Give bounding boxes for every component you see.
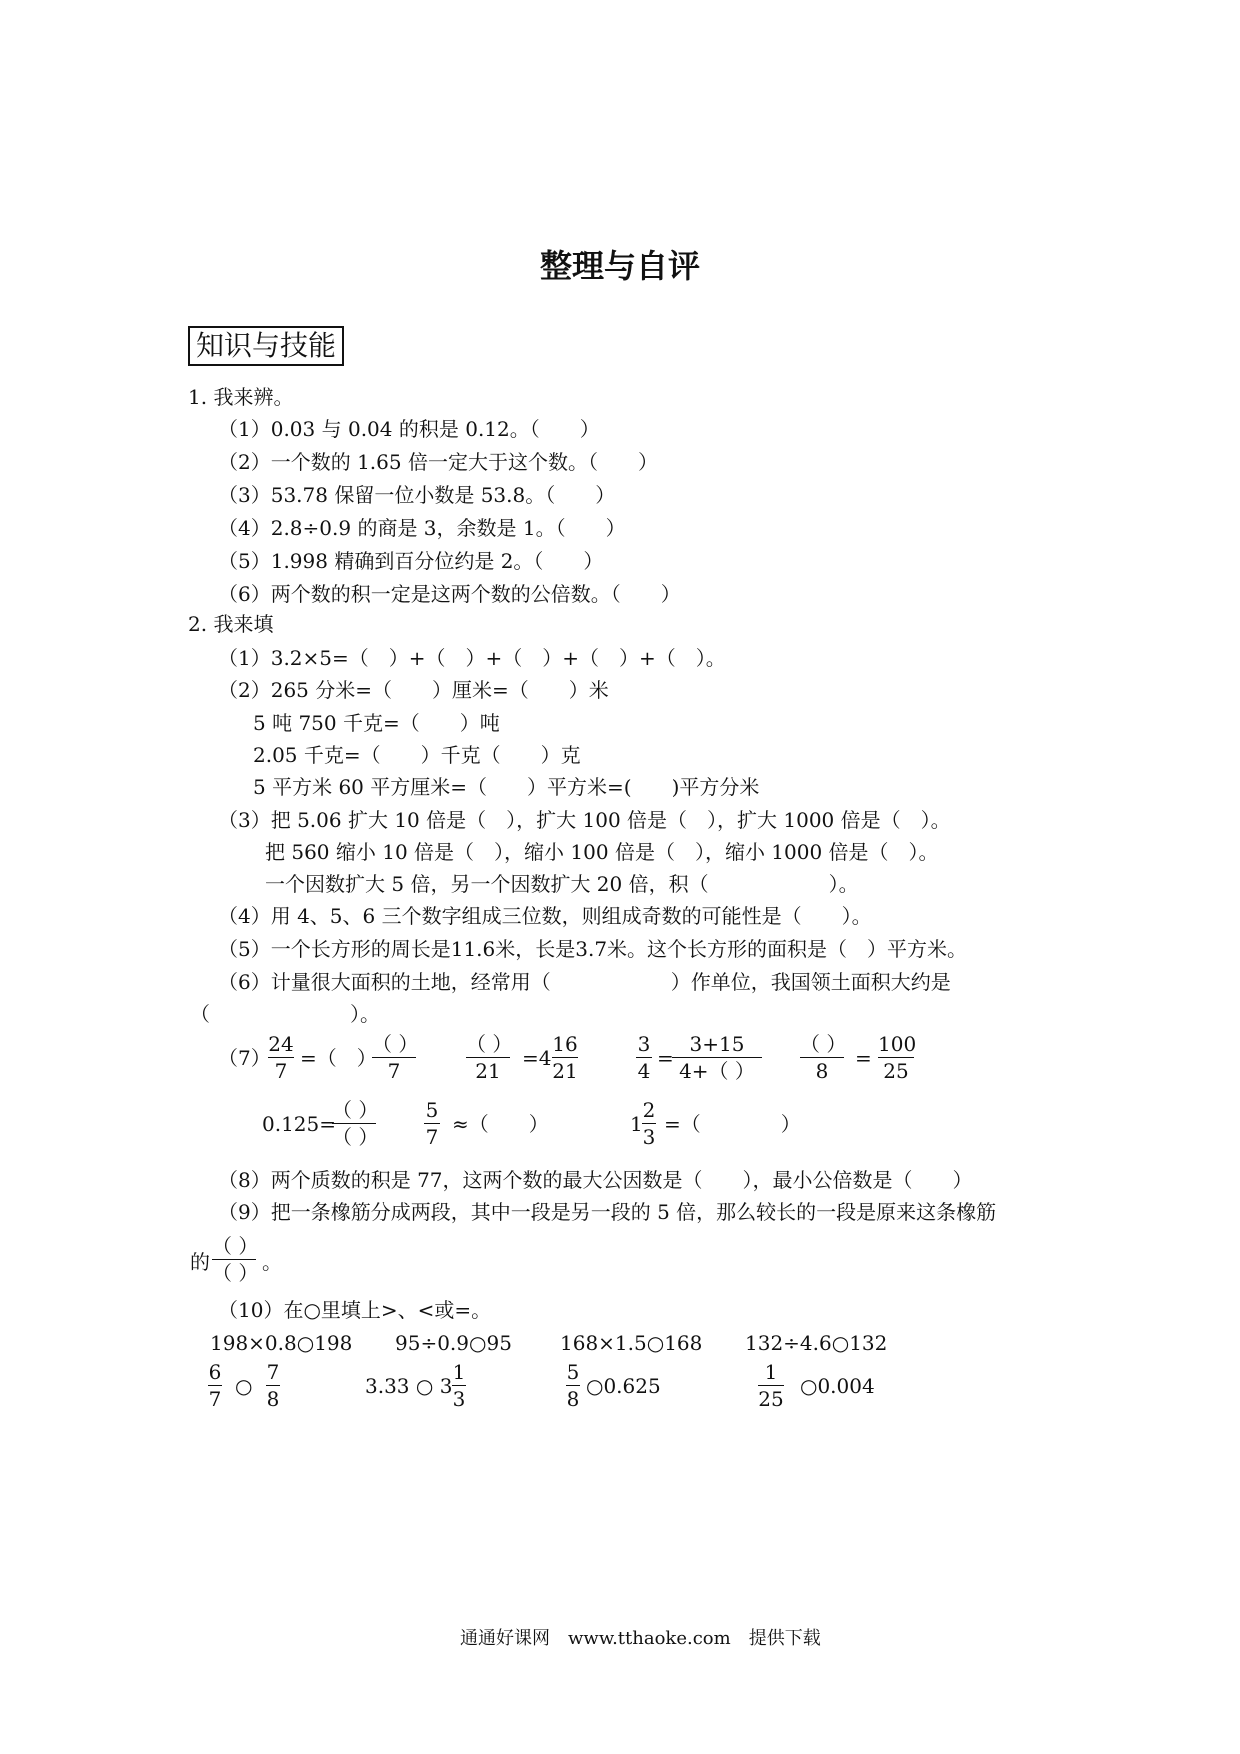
numerator: （ ） [800, 1032, 847, 1056]
fraction-100-25 [878, 1032, 917, 1083]
denominator: 3 [452, 1387, 466, 1411]
q2-item-6-line-2: （ ）。 [190, 1002, 380, 1026]
fraction-1-25 [758, 1362, 784, 1409]
period: 。 [262, 1250, 282, 1274]
denominator: 8 [266, 1387, 280, 1411]
equals-blank: =（ ） [300, 1046, 377, 1070]
denominator: 25 [883, 1059, 909, 1083]
numerator: 6 [208, 1360, 222, 1384]
fraction-blank-7 [372, 1032, 419, 1083]
denominator: 7 [425, 1125, 439, 1149]
denominator: 4 [637, 1059, 651, 1083]
equals-sign: = [657, 1046, 674, 1070]
approx-blank: ≈（ ） [452, 1112, 549, 1136]
equals-four: =4 [522, 1046, 552, 1070]
q1-item-2: （2）一个数的 1.65 倍一定大于这个数。（ ） [218, 450, 658, 474]
compare-4: 132÷4.6○132 [745, 1331, 888, 1355]
denominator: 7 [387, 1059, 401, 1083]
q1-heading: 1. 我来辨。 [188, 385, 294, 409]
q1-item-4: （4）2.8÷0.9 的商是 3，余数是 1。（ ） [218, 516, 626, 540]
q1-item-3: （3）53.78 保留一位小数是 53.8。（ ） [218, 483, 616, 507]
q1-item-5: （5）1.998 精确到百分位约是 2。（ ） [218, 549, 604, 573]
mixed-number-whole: 1 [630, 1112, 643, 1136]
page-title: 整理与自评 [540, 247, 701, 285]
q2-item-5: （5）一个长方形的周长是11.6米，长是3.7米。这个长方形的面积是（ ）平方米。 [218, 937, 968, 961]
compare-0-004: ○0.004 [800, 1374, 875, 1398]
section-title: 知识与技能 [188, 326, 344, 366]
q2-item-7-label: （7） [218, 1046, 271, 1070]
fraction-5-8 [566, 1362, 580, 1409]
fraction-blank-blank [212, 1234, 259, 1285]
page-footer: 通通好课网 www.tthaoke.com 提供下载 [460, 1628, 821, 1649]
compare-0-625: ○0.625 [586, 1374, 661, 1398]
denominator: 7 [274, 1059, 288, 1083]
denominator: 21 [552, 1059, 578, 1083]
numerator: 1 [758, 1362, 784, 1386]
q2-item-3-line-2: 把 560 缩小 10 倍是（ ），缩小 100 倍是（ ），缩小 1000 倍是（ ）。 [265, 840, 939, 864]
numerator: 5 [566, 1360, 580, 1384]
denominator: 21 [475, 1059, 501, 1083]
denominator: （ ） [212, 1261, 259, 1285]
fraction-2-3 [642, 1100, 656, 1147]
fraction-16-21 [552, 1034, 578, 1081]
numerator: 24 [268, 1032, 294, 1056]
numerator: 7 [266, 1360, 280, 1384]
q2-item-8: （8）两个质数的积是 77，这两个数的最大公因数是（ ），最小公倍数是（ ） [218, 1168, 973, 1192]
numerator: （ ） [332, 1098, 379, 1122]
fraction-blank-blank [332, 1098, 379, 1149]
compare-3: 168×1.5○168 [560, 1331, 703, 1355]
q2-item-4: （4）用 4、5、6 三个数字组成三位数，则组成奇数的可能性是（ ）。 [218, 904, 872, 928]
q2-heading: 2. 我来填 [188, 612, 274, 636]
fraction-3-4 [636, 1034, 652, 1081]
compare-2: 95÷0.9○95 [395, 1331, 512, 1355]
q2-item-10-heading: （10）在○里填上>、<或=。 [218, 1298, 492, 1322]
fraction-3plus15-over-4plus [672, 1034, 762, 1081]
q2-item-2-line-3: 2.05 千克=（ ）千克（ ）克 [253, 743, 581, 767]
numerator: 16 [552, 1032, 578, 1056]
numerator: 1 [452, 1360, 466, 1384]
q1-item-6: （6）两个数的积一定是这两个数的公倍数。（ ） [218, 582, 681, 606]
numerator: （ ） [372, 1032, 419, 1056]
compare-circle: ○ [235, 1374, 253, 1398]
fraction-24-7 [268, 1034, 294, 1081]
q2-item-3-line-1: （3）把 5.06 扩大 10 倍是（ ），扩大 100 倍是（ ），扩大 1000 倍是（ ）。 [218, 808, 951, 832]
q2-item-9-line-1: （9）把一条橡筋分成两段，其中一段是另一段的 5 倍，那么较长的一段是原来这条橡筋 [218, 1200, 997, 1224]
denominator: 8 [815, 1059, 829, 1083]
numerator: 2 [642, 1098, 656, 1122]
denominator: 7 [208, 1387, 222, 1411]
compare-3-33: 3.33 ○ 3 [365, 1374, 453, 1398]
equals-sign: = [855, 1046, 872, 1070]
fraction-blank-21 [466, 1032, 513, 1083]
q2-item-2-line-4: 5 平方米 60 平方厘米=（ ）平方米=( )平方分米 [253, 775, 760, 799]
q2-item-2-line-1: （2）265 分米=（ ）厘米=（ ）米 [218, 678, 609, 702]
denominator: 3 [642, 1125, 656, 1149]
fraction-5-7 [424, 1100, 440, 1147]
numerator: （ ） [212, 1234, 259, 1258]
q2-item-9-de: 的 [190, 1250, 210, 1274]
fraction-6-7 [208, 1362, 222, 1409]
fraction-blank-8 [800, 1032, 847, 1083]
equals-blank: =（ ） [664, 1112, 801, 1136]
denominator: 25 [758, 1387, 784, 1411]
fraction-1-3 [452, 1362, 466, 1409]
q2-item-1: （1）3.2×5=（ ）+（ ）+（ ）+（ ）+（ ）。 [218, 646, 726, 670]
numerator: 3+15 [672, 1034, 762, 1058]
denominator: （ ） [332, 1125, 379, 1149]
q1-item-1: （1）0.03 与 0.04 的积是 0.12。（ ） [218, 417, 600, 441]
fraction-7-8 [266, 1362, 280, 1409]
q2-item-2-line-2: 5 吨 750 千克=（ ）吨 [253, 711, 500, 735]
q2-item-3-line-3: 一个因数扩大 5 倍，另一个因数扩大 20 倍，积（ ）。 [265, 872, 859, 896]
denominator: 4+（ ） [679, 1059, 755, 1083]
denominator: 8 [566, 1387, 580, 1411]
compare-1: 198×0.8○198 [210, 1331, 353, 1355]
numerator: 100 [878, 1032, 917, 1056]
q2-item-6-line-1: （6）计量很大面积的土地，经常用（ ）作单位，我国领土面积大约是 [218, 970, 951, 994]
numerator: （ ） [466, 1032, 513, 1056]
numerator: 5 [425, 1098, 439, 1122]
numerator: 3 [637, 1032, 651, 1056]
decimal-equals: 0.125= [262, 1112, 337, 1136]
